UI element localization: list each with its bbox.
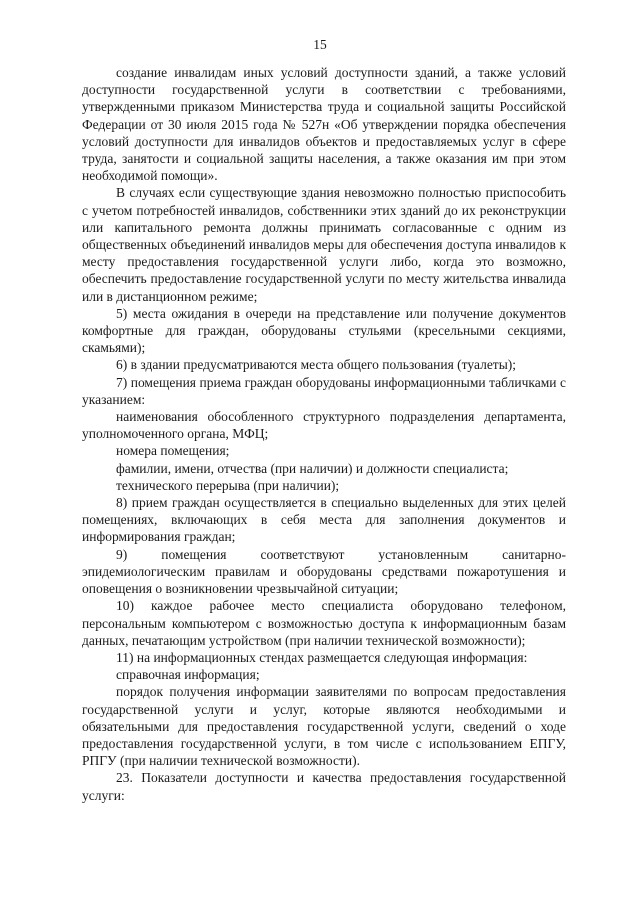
list-item: 10) каждое рабочее место специалиста оборудовано телефоном, персональным компьютером с возможностью доступа к информационным базам данных, печатающим устройством (при наличии технической возможности);	[82, 598, 566, 648]
sub-item: технического перерыва (при наличии);	[116, 477, 340, 493]
list-item: 8) прием граждан осуществляется в специально выделенных для этих целей помещениях, включающих в себя места для заполнения документов и информирования граждан;	[82, 495, 566, 545]
sub-item: фамилии, имени, отчества (при наличии) и должности специалиста;	[116, 460, 509, 476]
paragraph: В случаях если существующие здания невозможно полностью приспособить с учетом потребностей инвалидов, собственники этих зданий до их реконструкции или капитального ремонта должны принимать согласованные с одним из общественных объединений инвалидов меры для обеспечения доступа инвалидов к месту предоставления государственной услуги либо, когда это возможно, обеспечить предоставление государственной услуги по месту жительства инвалида или в дистанционном режиме;	[82, 185, 566, 304]
page-number: 15	[313, 37, 327, 52]
list-item: 7) помещения приема граждан оборудованы информационными табличками с указанием:	[82, 374, 566, 407]
sub-item: порядок получения информации заявителями по вопросам предоставления государственной услуги и услуг, которые являются необходимыми и обязательными для предоставления государственной услуги, сведений о ходе предоставления государственной услуги, в том числе с использованием ЕПГУ, РПГУ (при наличии технической возможности).	[82, 684, 566, 769]
paragraph: создание инвалидам иных условий доступности зданий, а также условий доступности государственной услуги в соответствии с требованиями, утвержденными приказом Министерства труда и социальной защиты Российской Федерации от 30 июля 2015 года № 527н «Об утверждении порядка обеспечения условий доступности для инвалидов объектов и предоставляемых услуг в сфере труда, занятости и социальной защиты населения, а также оказания им при этом необходимой помощи».	[82, 65, 566, 184]
document-body	[82, 64, 566, 804]
list-item: 9) помещения соответствуют установленным санитарно-эпидемиологическим правилам и оборудованы средствами пожаротушения и оповещения о возникновении чрезвычайной ситуации;	[82, 546, 566, 597]
list-item: 6) в здании предусматриваются места общего пользования (туалеты);	[116, 357, 517, 373]
sub-item: наименования обособленного структурного подразделения департамента, уполномоченного органа, МФЦ;	[82, 409, 566, 442]
list-item: 5) места ожидания в очереди на представление или получение документов комфортные для граждан, оборудованы стульями (кресельными секциями, скамьями);	[82, 305, 566, 356]
list-item: 11) на информационных стендах размещается следующая информация:	[116, 649, 528, 665]
section-heading: 23. Показатели доступности и качества предоставления государственной услуги:	[82, 770, 566, 803]
sub-item: справочная информация;	[116, 667, 260, 683]
sub-item: номера помещения;	[116, 443, 230, 459]
